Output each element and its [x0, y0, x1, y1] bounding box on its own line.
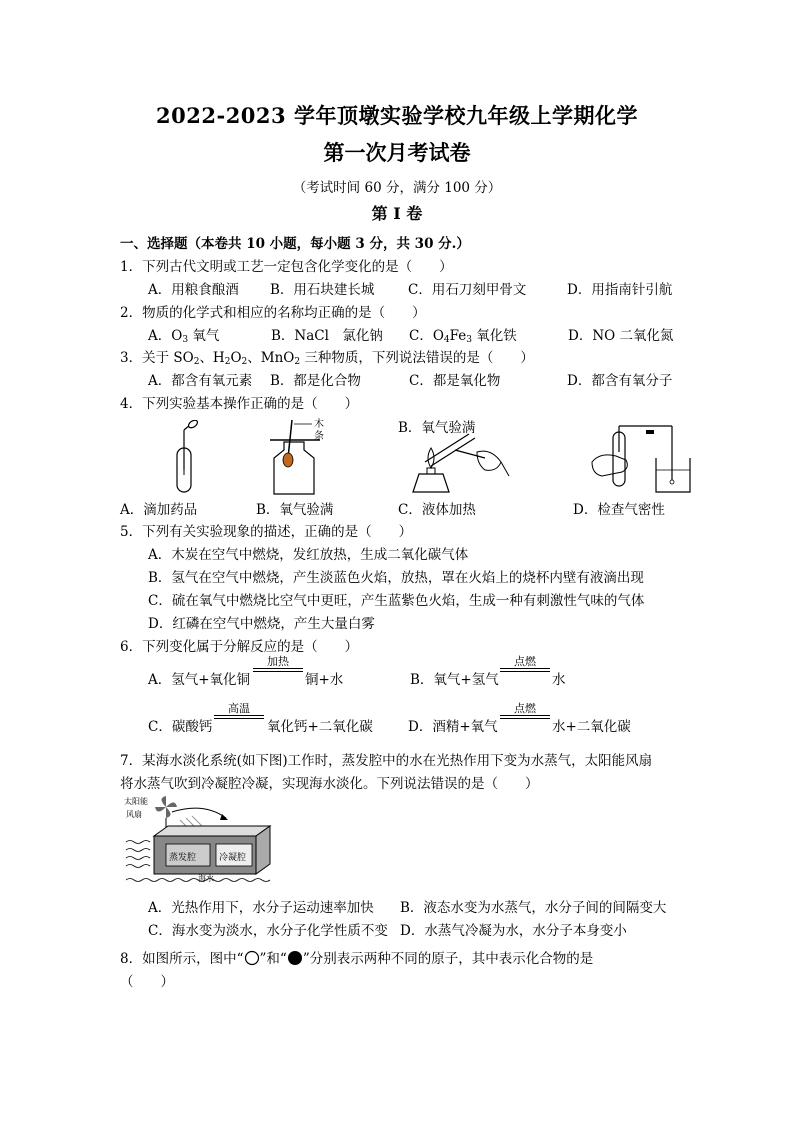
question-7-stem-line1: 7．某海水淡化系统(如下图)工作时，蒸发腔中的水在光热作用下变为水蒸气，太阳能风扇 [120, 753, 653, 769]
q4-option-d: D．检查气密性 [573, 502, 665, 518]
q4-option-b: B．氧气验满 [256, 502, 334, 518]
wood-label-2: 条 [314, 431, 324, 442]
gas-bottle-splint-icon [262, 418, 342, 498]
q6-d-condition: 点燃 [514, 702, 536, 715]
q2-option-c: C．$O_4Fe_3$ 氧化铁 [409, 328, 517, 345]
question-8-stem: 8．如图所示，图中“ ”和“ ”分别表示两种不同的原子，其中表示化合物的是 [120, 951, 594, 967]
q6-option-a-right: 铜+水 [305, 672, 344, 688]
volume-heading: 第 I 卷 [371, 204, 423, 223]
q6-a-condition: 加热 [267, 655, 289, 668]
question-2-stem: 2．物质的化学式和相应的名称均正确的是（ ） [120, 305, 426, 321]
alcohol-lamp-heating-icon [405, 432, 515, 494]
q3-option-a: A．都含有氧元素 [148, 373, 253, 389]
fig-fan-label-2: 风扇 [126, 810, 142, 819]
q6-option-d-left: D．酒精+氧气 [408, 719, 498, 735]
q6-c-arrow [214, 703, 264, 719]
solid-atom-icon [287, 950, 303, 966]
q2-option-d: D．NO 二氧化氮 [568, 328, 674, 344]
q6-a-arrow [253, 656, 303, 672]
airtightness-check-icon [586, 418, 696, 496]
q6-option-a-left: A．氢气+氧化铜 [148, 672, 251, 688]
fig-evaporation-label: 蒸发腔 [169, 853, 197, 863]
q2-option-a: A．$O_3$ 氧气 [148, 328, 220, 345]
question-7-stem-line2: 将水蒸气吹到冷凝腔冷凝，实现海水淡化。下列说法错误的是（ ） [120, 776, 539, 792]
q3-option-d: D．都含有氧分子 [567, 373, 673, 389]
fig-fan-label-1: 太阳能 [124, 797, 148, 806]
q6-b-condition: 点燃 [514, 655, 536, 668]
q6-option-b-right: 水 [552, 672, 566, 688]
q1-option-a: A．用粮食酿酒 [148, 282, 239, 298]
q6-option-d-right: 水+二氧化碳 [552, 719, 631, 735]
exam-subtitle: （考试时间 60 分，满分 100 分） [292, 180, 502, 196]
q4-option-c: C．液体加热 [398, 502, 476, 518]
q1-option-c: C．用石刀刻甲骨文 [408, 282, 527, 298]
dropper-testtube-icon [160, 420, 220, 495]
question-8-stem-line2: （ ） [120, 974, 174, 990]
question-6-stem: 6．下列变化属于分解反应的是（ ） [120, 639, 359, 655]
q3-option-c: C．都是氧化物 [409, 373, 501, 389]
fig-condensation-label: 冷凝腔 [219, 853, 247, 863]
wood-label-1: 木 [314, 419, 324, 430]
q5-option-d: D．红磷在空气中燃烧，产生大量白雾 [148, 616, 375, 632]
question-4-stem: 4．下列实验基本操作正确的是（ ） [120, 396, 359, 412]
q3-option-b: B．都是化合物 [270, 373, 361, 389]
q6-option-c-right: 氧化钙+二氧化碳 [267, 719, 373, 735]
q6-b-arrow [500, 656, 550, 672]
section-heading: 一、选择题（本卷共 10 小题，每小题 3 分，共 30 分.） [120, 236, 470, 252]
q6-option-b-left: B．氧气+氢气 [410, 672, 499, 688]
q5-option-b: B．氢气在空气中燃烧，产生淡蓝色火焰，放热，罩在火焰上的烧杯内壁有液滴出现 [148, 570, 644, 586]
q6-c-condition: 高温 [228, 702, 250, 715]
hollow-atom-icon [244, 950, 260, 966]
q1-option-b: B．用石块建长城 [270, 282, 375, 298]
question-3-stem: 3．关于 $SO_2$、$H_2O_2$、MnO$_2$ 三种物质，下列说法错误的是（ ） [120, 350, 534, 367]
q7-option-a: A．光热作用下，水分子运动速率加快 [148, 900, 374, 916]
q7-option-c: C．海水变为淡水，水分子化学性质不变 [148, 923, 388, 939]
q4-figure-top-label: B．氧气验满 [398, 420, 476, 436]
q6-option-c-left: C．碳酸钙 [148, 719, 213, 735]
q4-option-a: A．滴加药品 [120, 502, 198, 518]
q5-option-a: A．木炭在空气中燃烧，发红放热，生成二氧化碳气体 [148, 547, 469, 563]
exam-title-line2: 第一次月考试卷 [323, 140, 471, 165]
fig-seawater-label: 海水 [198, 874, 214, 883]
exam-title-line1: 2022-2023 学年顶墩实验学校九年级上学期化学 [156, 103, 638, 128]
q5-option-c: C．硫在氧气中燃烧比空气中更旺，产生蓝紫色火焰，生成一种有刺激性气味的气体 [148, 593, 645, 609]
question-5-stem: 5．下列有关实验现象的描述，正确的是（ ） [120, 524, 413, 540]
q2-option-b: B．NaCl 氯化钠 [271, 328, 383, 344]
q7-option-b: B．液态水变为水蒸气，水分子间的间隔变大 [400, 900, 667, 916]
q6-d-arrow [500, 703, 550, 719]
q7-option-d: D．水蒸气冷凝为水，水分子本身变小 [400, 923, 627, 939]
q1-option-d: D．用指南针引航 [567, 282, 673, 298]
question-1-stem: 1．下列古代文明或工艺一定包含化学变化的是（ ） [120, 259, 453, 275]
